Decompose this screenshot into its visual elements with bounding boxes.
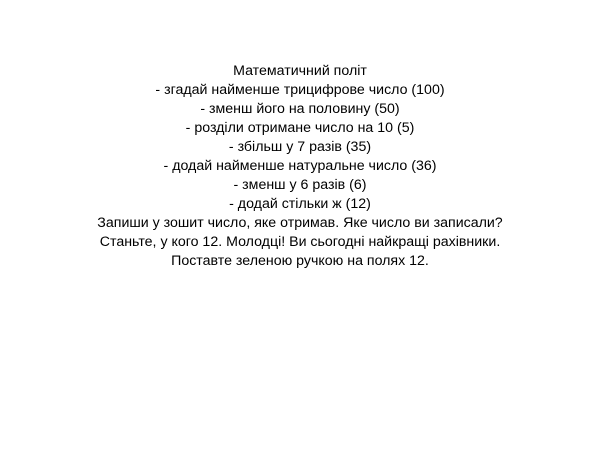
closing-line-2: Станьте, у кого 12. Молодці! Ви сьогодні найкращі рахівники. xyxy=(99,234,501,250)
step-line-3: - розділи отримане число на 10 (5) xyxy=(185,120,415,136)
step-line-4: - збільш у 7 разів (35) xyxy=(228,139,372,155)
closing-line-1: Запиши у зошит число, яке отримав. Яке число ви записали? xyxy=(97,215,503,231)
closing-line-3: Поставте зеленою ручкою на полях 12. xyxy=(171,253,429,269)
slide-title: Математичний політ xyxy=(233,63,367,79)
step-line-5: - додай найменше натуральне число (36) xyxy=(163,158,437,174)
step-line-7: - додай стільки ж (12) xyxy=(229,196,371,212)
step-line-2: - зменш його на половину (50) xyxy=(200,101,400,117)
step-line-1: - згадай найменше трицифрове число (100) xyxy=(155,82,445,98)
slide-text-block xyxy=(0,62,600,271)
step-line-6: - зменш у 6 разів (6) xyxy=(233,177,367,193)
